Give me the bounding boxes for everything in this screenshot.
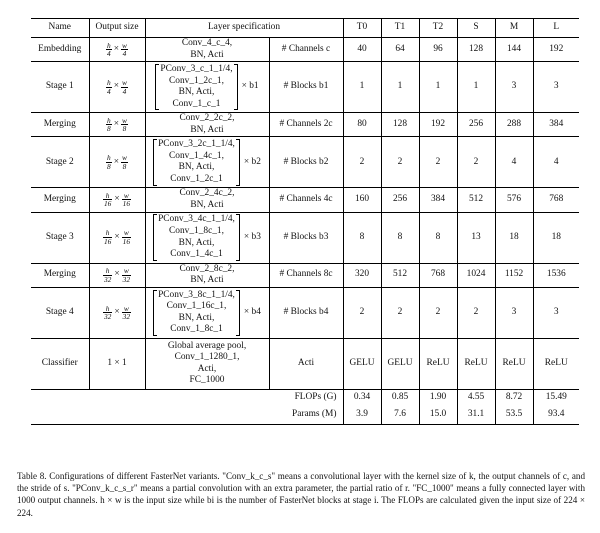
layer-spec	[145, 62, 269, 113]
spec-line: PConv_3_8c_1_1/4,	[158, 289, 235, 300]
value-cell: 53.5	[495, 407, 533, 425]
layer-spec	[145, 188, 269, 212]
width-fraction	[122, 305, 131, 321]
value-cell: 4	[533, 137, 579, 188]
value-cell: 80	[343, 113, 381, 137]
value-cell: 0.85	[381, 389, 419, 407]
fraction-denominator: 16	[103, 199, 112, 209]
value-cell: 3.9	[343, 407, 381, 425]
value-cell: 15.0	[419, 407, 457, 425]
value-cell: 2	[381, 137, 419, 188]
header-t2: T2	[419, 19, 457, 38]
param-label: # Channels c	[269, 38, 343, 62]
spec-line: Conv_1_8c_1	[170, 324, 223, 335]
times-sign: ×	[113, 81, 120, 92]
param-label: # Channels 2c	[269, 113, 343, 137]
param-label: # Blocks b2	[269, 137, 343, 188]
fraction-denominator: 8	[107, 124, 111, 134]
value-cell: 768	[419, 263, 457, 287]
value-cell: 96	[419, 38, 457, 62]
header-m: M	[495, 19, 533, 38]
matrix-bracket	[153, 139, 240, 185]
spec-line: Conv_1_2c_1,	[169, 75, 224, 86]
value-cell: 40	[343, 38, 381, 62]
value-cell: ReLU	[533, 338, 579, 389]
row-name: Stage 3	[31, 212, 89, 263]
block-spec	[148, 290, 267, 336]
summary-label: Params (M)	[31, 407, 343, 425]
spec-line: Conv_2_8c_2,	[179, 263, 235, 274]
width-fraction	[122, 229, 131, 245]
width-fraction	[122, 192, 131, 208]
layer-spec	[145, 263, 269, 287]
spec-line: BN, Acti,	[178, 162, 215, 173]
fraction-numerator: h	[103, 192, 112, 201]
fraction-denominator: 16	[122, 237, 131, 247]
fraction-numerator: w	[122, 229, 131, 238]
value-cell: 93.4	[533, 407, 579, 425]
layer-spec	[145, 38, 269, 62]
layer-spec	[145, 137, 269, 188]
value-cell: 1	[457, 62, 495, 113]
spec-line: BN, Acti,	[178, 312, 215, 323]
value-cell: ReLU	[495, 338, 533, 389]
matrix-bracket	[153, 290, 240, 336]
spec-line: PConv_3_4c_1_1/4,	[158, 214, 235, 225]
value-cell: 1.90	[419, 389, 457, 407]
width-fraction	[121, 79, 128, 95]
fraction-denominator: 32	[103, 274, 112, 284]
height-fraction	[106, 117, 112, 133]
header-t1: T1	[381, 19, 419, 38]
spec-line: BN, Acti,	[178, 87, 215, 98]
summary-label: FLOPs (G)	[31, 389, 343, 407]
value-cell: 512	[457, 188, 495, 212]
height-fraction	[103, 267, 112, 283]
value-cell: 2	[343, 137, 381, 188]
value-cell: 256	[381, 188, 419, 212]
fraction-denominator: 4	[122, 86, 127, 96]
spec-line: BN, Acti	[190, 124, 224, 135]
times-sign: ×	[114, 231, 120, 242]
spec-line: Conv_1_16c_1,	[166, 301, 227, 312]
value-cell: 31.1	[457, 407, 495, 425]
table-row	[31, 38, 579, 62]
header-l: L	[533, 19, 579, 38]
times-sign: ×	[113, 43, 120, 54]
header-output-size: Output size	[89, 19, 145, 38]
spec-line: Conv_1_1280_1,	[174, 352, 240, 363]
spec-line: BN, Acti	[190, 49, 224, 60]
block-multiplier: × b1	[241, 81, 259, 92]
fraction-numerator: w	[122, 115, 127, 125]
value-cell: 3	[495, 62, 533, 113]
value-cell: 1536	[533, 263, 579, 287]
height-fraction	[103, 192, 112, 208]
fraction-denominator: 32	[122, 312, 131, 322]
row-name: Merging	[31, 113, 89, 137]
height-fraction	[103, 305, 112, 321]
table-row	[31, 137, 579, 188]
value-cell: 384	[533, 113, 579, 137]
layer-spec	[145, 338, 269, 389]
table-row	[31, 62, 579, 113]
header-name: Name	[31, 19, 89, 38]
header-layer-spec: Layer specification	[145, 19, 343, 38]
value-cell: ReLU	[419, 338, 457, 389]
output-size	[89, 263, 145, 287]
width-fraction	[121, 117, 128, 133]
value-cell: 2	[457, 137, 495, 188]
value-cell: 0.34	[343, 389, 381, 407]
row-name: Classifier	[31, 338, 89, 389]
value-cell: 128	[381, 113, 419, 137]
value-cell: 1	[419, 62, 457, 113]
spec-line: PConv_3_c_1_1/4,	[160, 64, 233, 74]
spec-line: BN, Acti	[190, 199, 224, 210]
value-cell: 8	[381, 212, 419, 263]
table-row	[31, 113, 579, 137]
value-cell: 2	[419, 287, 457, 338]
param-label: # Channels 8c	[269, 263, 343, 287]
value-cell: 288	[495, 113, 533, 137]
value-cell: 1	[343, 62, 381, 113]
value-cell: 7.6	[381, 407, 419, 425]
spec-line: Conv_1_4c_1,	[169, 150, 224, 161]
spec-line: Conv_1_2c_1	[170, 173, 223, 184]
fraction-denominator: 32	[122, 274, 131, 284]
spec-line: Acti,	[197, 363, 217, 374]
value-cell: 256	[457, 113, 495, 137]
value-cell: 2	[381, 287, 419, 338]
table-row	[31, 188, 579, 212]
times-sign: ×	[114, 306, 120, 317]
spec-line: Conv_1_4c_1	[170, 249, 223, 260]
value-cell: 3	[495, 287, 533, 338]
layer-spec	[145, 212, 269, 263]
param-label: # Blocks b4	[269, 287, 343, 338]
fraction-numerator: h	[107, 78, 111, 88]
value-cell: 2	[343, 287, 381, 338]
fraction-denominator: 8	[107, 161, 111, 171]
value-cell: 8.72	[495, 389, 533, 407]
height-fraction	[106, 79, 112, 95]
spec-line: Conv_2_2c_2,	[179, 113, 235, 124]
value-cell: 192	[533, 38, 579, 62]
output-size	[89, 137, 145, 188]
value-cell: 18	[533, 212, 579, 263]
value-cell: 320	[343, 263, 381, 287]
output-size	[89, 188, 145, 212]
value-cell: 1152	[495, 263, 533, 287]
value-cell: 8	[419, 212, 457, 263]
output-size	[89, 62, 145, 113]
spec-line: Conv_1_8c_1,	[169, 225, 224, 236]
header-s: S	[457, 19, 495, 38]
spec-line: FC_1000	[189, 375, 225, 386]
fraction-denominator: 4	[107, 86, 111, 96]
value-cell: 8	[343, 212, 381, 263]
output-size	[89, 287, 145, 338]
height-fraction	[106, 42, 112, 58]
value-cell: 2	[457, 287, 495, 338]
param-label: Acti	[269, 338, 343, 389]
value-cell: 2	[419, 137, 457, 188]
value-cell: GELU	[343, 338, 381, 389]
block-spec	[148, 139, 267, 185]
param-label: # Blocks b1	[269, 62, 343, 113]
row-name: Stage 4	[31, 287, 89, 338]
value-cell: 18	[495, 212, 533, 263]
output-size: 1 × 1	[89, 338, 145, 389]
value-cell: 160	[343, 188, 381, 212]
value-cell: 3	[533, 287, 579, 338]
matrix-bracket	[155, 64, 237, 110]
spec-line: PConv_3_2c_1_1/4,	[158, 139, 235, 150]
fraction-numerator: w	[122, 78, 127, 88]
value-cell: 64	[381, 38, 419, 62]
fraction-numerator: h	[107, 40, 111, 50]
param-label: # Channels 4c	[269, 188, 343, 212]
spec-line: BN, Acti,	[178, 237, 215, 248]
output-size	[89, 113, 145, 137]
value-cell: 384	[419, 188, 457, 212]
header-t0: T0	[343, 19, 381, 38]
fraction-numerator: h	[107, 115, 111, 125]
value-cell: 128	[457, 38, 495, 62]
layer-spec	[145, 287, 269, 338]
spec-line: Conv_2_4c_2,	[179, 188, 235, 199]
times-sign: ×	[114, 269, 120, 280]
matrix-bracket	[153, 214, 240, 260]
param-label: # Blocks b3	[269, 212, 343, 263]
fasternet-config-table	[31, 18, 579, 425]
block-spec	[148, 64, 267, 110]
value-cell: 1024	[457, 263, 495, 287]
value-cell: ReLU	[457, 338, 495, 389]
times-sign: ×	[114, 194, 120, 205]
width-fraction	[121, 154, 128, 170]
width-fraction	[122, 267, 131, 283]
value-cell: 4	[495, 137, 533, 188]
height-fraction	[103, 229, 112, 245]
output-size	[89, 212, 145, 263]
fraction-numerator: w	[122, 267, 131, 276]
fraction-numerator: h	[103, 229, 112, 238]
value-cell: 768	[533, 188, 579, 212]
layer-spec	[145, 113, 269, 137]
value-cell: 1	[381, 62, 419, 113]
fraction-denominator: 8	[122, 161, 127, 171]
value-cell: 3	[533, 62, 579, 113]
fraction-denominator: 32	[103, 312, 112, 322]
row-name: Merging	[31, 188, 89, 212]
block-multiplier: × b2	[243, 156, 261, 167]
fraction-numerator: w	[122, 40, 127, 50]
table-row	[31, 212, 579, 263]
fraction-denominator: 8	[122, 124, 127, 134]
spec-line: Global average pool,	[167, 340, 247, 351]
spec-line: Conv_4_c_4,	[181, 38, 233, 48]
table-row	[31, 263, 579, 287]
output-size	[89, 38, 145, 62]
block-spec	[148, 214, 267, 260]
times-sign: ×	[113, 156, 120, 167]
table-row-flops	[31, 389, 579, 407]
fraction-numerator: h	[103, 267, 112, 276]
block-multiplier: × b4	[243, 306, 261, 317]
value-cell: 192	[419, 113, 457, 137]
spec-line: Conv_1_c_1	[172, 98, 221, 109]
row-name: Merging	[31, 263, 89, 287]
height-fraction	[106, 154, 112, 170]
fraction-denominator: 4	[122, 49, 127, 59]
fraction-denominator: 16	[122, 199, 131, 209]
header-row	[31, 19, 579, 38]
table-caption: Table 8. Configurations of different FasterNet variants. "Conv_k_c_s" means a convolutional layer with the kernel size of k, the output channels of c, and the stride of s. "PConv_k_c_s_r" means a partial convolution with an extra parameter, the partial ratio of r. "FC_1000" means a fully connected layer with 1000 output channels. h × w is the input size while bi is the number of FasterNet blocks at stage i. The FLOPs are calculated given the input size of 224 × 224.	[17, 471, 585, 518]
value-cell: GELU	[381, 338, 419, 389]
row-name: Stage 2	[31, 137, 89, 188]
spec-line: BN, Acti	[190, 275, 224, 286]
times-sign: ×	[113, 118, 120, 129]
fraction-denominator: 16	[103, 237, 112, 247]
value-cell: 13	[457, 212, 495, 263]
value-cell: 576	[495, 188, 533, 212]
row-name: Embedding	[31, 38, 89, 62]
fraction-denominator: 4	[107, 49, 111, 59]
width-fraction	[121, 42, 128, 58]
block-multiplier: × b3	[243, 231, 261, 242]
value-cell: 144	[495, 38, 533, 62]
value-cell: 15.49	[545, 392, 567, 403]
fraction-numerator: w	[122, 153, 127, 163]
table-row-classifier	[31, 338, 579, 389]
table-row	[31, 287, 579, 338]
table-row-params	[31, 407, 579, 425]
row-name: Stage 1	[31, 62, 89, 113]
fraction-numerator: h	[103, 305, 112, 314]
fraction-numerator: w	[122, 192, 131, 201]
fraction-numerator: h	[107, 153, 111, 163]
fraction-numerator: w	[122, 305, 131, 314]
value-cell: 4.55	[457, 389, 495, 407]
value-cell: 512	[381, 263, 419, 287]
